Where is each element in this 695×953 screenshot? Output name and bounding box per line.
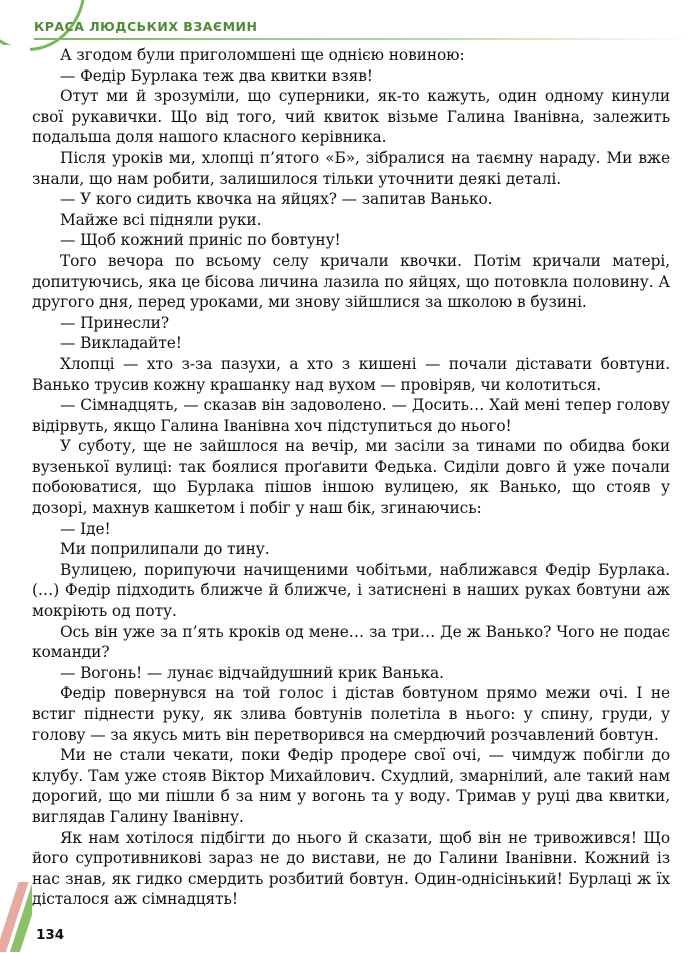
page-number: 134 (36, 927, 65, 943)
header-arc-mask (0, 45, 30, 65)
paragraph: — Принесли? (60, 313, 169, 332)
paragraph: — У кого сидить квочка на яйцях? — запитав Ванько. (60, 190, 493, 209)
paragraph: Майже всі підняли руки. (60, 210, 262, 229)
paragraph: Після уроків ми, хлопці п’ятого «Б», зібралися на таємну нараду. Ми вже знали, що нам робити, залишилося тільки уточнити деякі деталі. (32, 148, 670, 188)
paragraph: — Федір Бурлака теж два квитки взяв! (60, 66, 373, 85)
paragraph: — Щоб кожний приніс по бовтуну! (60, 231, 341, 250)
paragraph: — Іде! (60, 519, 111, 538)
paragraph: У суботу, ще не зайшлося на вечір, ми засіли за тинами по обидва боки вузенької вулиці: так боялися проґавити Федька. Сиділи довго й уже почали побоюватися, що Бурлака пішов іншою вулицею, як Ванько, що стояв у дозорі, махнув кашкетом і побіг у наш бік, згинаючись: (32, 437, 670, 518)
section-title: КРАСА ЛЮДСЬКИХ ВЗАЄМИН (34, 19, 258, 34)
paragraph: А згодом були приголомшені ще однією новиною: (60, 46, 465, 64)
paragraph: Як нам хотілося підбігти до нього й сказати, щоб він не тривожився! Що його супротивникові зараз не до вистави, не до Галини Іванівни. Кожний із нас знав, як гидко смердить розбитий бовтун. Один-однісінький! Бурлаці ж їх дісталося аж сімнадцять! (32, 828, 670, 909)
paragraph: Федір повернувся на той голос і дістав бовтуном прямо межи очі. І не встиг піднести руку, як злива бовтунів полетіла в нього: у спину, груди, у голову — за якусь мить він перетворився на смердючий розчавлений бовтун. (32, 684, 670, 744)
paragraph: — Викладайте! (60, 334, 182, 353)
paragraph: — Вогонь! — лунає відчайдушний крик Ванька. (60, 663, 444, 682)
paragraph: Вулицею, порипуючи начищеними чобітьми, наближався Федір Бурлака. (…) Федір підходить ближче й ближче, і затиснені в наших руках бовтуни аж мокріють од поту. (32, 560, 670, 621)
paragraph: Ми поприлипали до тину. (60, 540, 270, 559)
story-text (32, 45, 670, 910)
corner-stripes-decoration (0, 882, 32, 952)
paragraph: Того вечора по всьому селу кричали квочки. Потім кричали матері, допитуючись, яка це бісова личина лазила по яйцях, що потовкла половину. А другого дня, перед уроками, ми знову зійшлися за школою в бузині. (32, 251, 670, 312)
paragraph: Отут ми й зрозуміли, що суперники, як-то кажуть, один одному кинули свої рукавички. Що від того, чий квиток візьме Галина Іванівна, залежить подальша доля нашого класного керівника. (32, 87, 670, 147)
paragraph: Ми не стали чекати, поки Федір продере свої очі, — чимдуж побігли до клубу. Там уже стояв Віктор Михайлович. Схудлий, змарнілий, але такий нам дорогий, що ми пішли б за ним у вогонь та у воду. Тримав у руці два квитки, виглядав Галину Іванівну. (32, 746, 670, 826)
header-divider (34, 38, 694, 40)
paragraph: Хлопці — хто з-за пазухи, а хто з кишені — почали діставати бовтуни. Ванько трусив кожну крашанку над вухом — провіряв, чи колотиться. (32, 354, 670, 394)
paragraph: — Сімнадцять, — сказав він задоволено. — Досить… Хай мені тепер голову відірвуть, якщо Галина Іванівна хоч підступиться до нього! (32, 396, 670, 435)
paragraph: Ось він уже за п’ять кроків од мене… за три… Де ж Ванько? Чого не подає команди? (32, 622, 670, 662)
